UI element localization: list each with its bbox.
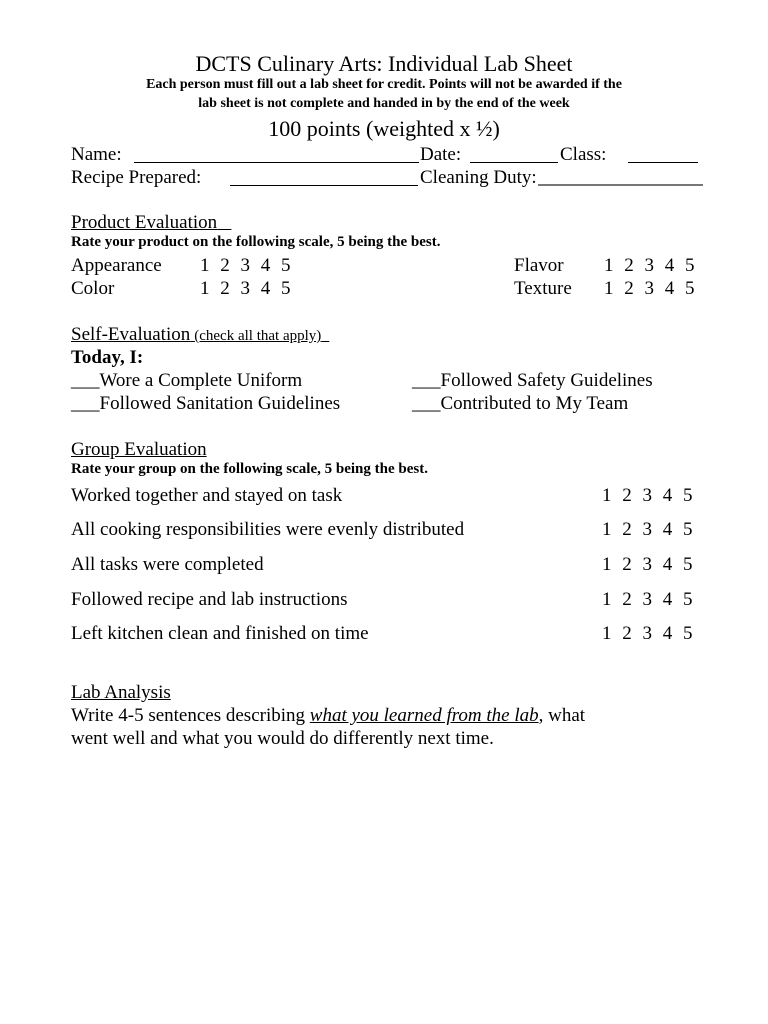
group-evaluation-instruction: Rate your group on the following scale, 5 being the best. — [71, 461, 428, 477]
group-task-rating-scale[interactable]: 1 2 3 4 5 — [602, 485, 693, 506]
today-prompt: Today, I: — [71, 347, 144, 368]
group-evaluation-heading: Group Evaluation — [71, 439, 207, 460]
recipe-blank[interactable] — [230, 185, 418, 186]
lab-analysis-prompt-line-2: went well and what you would do differently next time. — [71, 728, 494, 749]
group-completed-rating-scale[interactable]: 1 2 3 4 5 — [602, 554, 693, 575]
points-line: 100 points (weighted x ½) — [268, 116, 500, 141]
recipe-label: Recipe Prepared: — [71, 167, 202, 188]
group-item-completed: All tasks were completed — [71, 554, 264, 575]
group-recipe-rating-scale[interactable]: 1 2 3 4 5 — [602, 589, 693, 610]
self-item-uniform[interactable]: ___Wore a Complete Uniform — [71, 370, 303, 391]
product-item-appearance: Appearance — [71, 255, 162, 276]
texture-rating-scale[interactable]: 1 2 3 4 5 — [604, 278, 695, 299]
self-item-team[interactable]: ___Contributed to My Team — [412, 393, 629, 414]
instruction-line-1: Each person must fill out a lab sheet for credit. Points will not be awarded if the — [146, 77, 622, 92]
group-item-task: Worked together and stayed on task — [71, 485, 343, 506]
date-label: Date: — [420, 144, 462, 165]
product-item-flavor: Flavor — [514, 255, 564, 276]
page-title: DCTS Culinary Arts: Individual Lab Sheet — [195, 51, 573, 76]
date-blank[interactable] — [470, 162, 558, 163]
appearance-rating-scale[interactable]: 1 2 3 4 5 — [200, 255, 291, 276]
group-clean-rating-scale[interactable]: 1 2 3 4 5 — [602, 623, 693, 644]
group-responsibilities-rating-scale[interactable]: 1 2 3 4 5 — [602, 519, 693, 540]
group-item-clean: Left kitchen clean and finished on time — [71, 623, 369, 644]
lab-analysis-prompt-line-1: Write 4-5 sentences describing what you learned from the lab, what — [71, 705, 586, 726]
name-label: Name: — [71, 144, 122, 165]
instruction-line-2: lab sheet is not complete and handed in by the end of the week — [198, 96, 570, 111]
group-item-recipe: Followed recipe and lab instructions — [71, 589, 348, 610]
cleaning-duty-label: Cleaning Duty: — [420, 167, 537, 188]
self-evaluation-heading: Self-Evaluation (check all that apply) — [71, 324, 322, 345]
name-blank[interactable] — [134, 162, 419, 163]
product-item-texture: Texture — [514, 278, 572, 299]
self-item-sanitation[interactable]: ___Followed Sanitation Guidelines — [71, 393, 341, 414]
self-item-safety[interactable]: ___Followed Safety Guidelines — [412, 370, 653, 391]
product-evaluation-instruction: Rate your product on the following scale, 5 being the best. — [71, 234, 441, 250]
color-rating-scale[interactable]: 1 2 3 4 5 — [200, 278, 291, 299]
product-evaluation-heading: Product Evaluation — [71, 212, 218, 233]
class-label: Class: — [560, 144, 607, 165]
group-item-responsibilities: All cooking responsibilities were evenly distributed — [71, 519, 465, 540]
flavor-rating-scale[interactable]: 1 2 3 4 5 — [604, 255, 695, 276]
cleaning-duty-blank[interactable] — [538, 184, 703, 186]
class-blank[interactable] — [628, 162, 698, 163]
product-item-color: Color — [71, 278, 115, 299]
lab-analysis-heading: Lab Analysis — [71, 682, 171, 703]
